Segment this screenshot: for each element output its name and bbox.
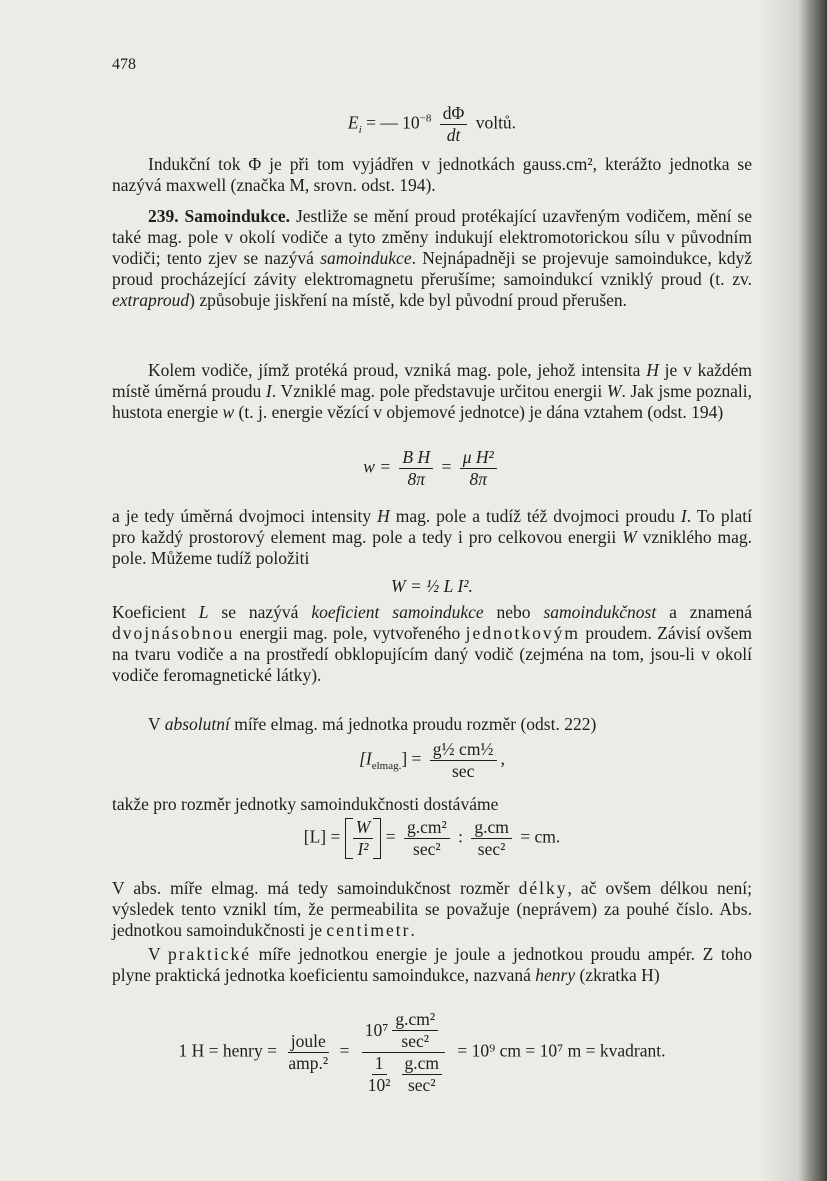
eq1-sub: i xyxy=(358,124,362,137)
paragraph-field-energy xyxy=(112,360,752,423)
eq6-big-fraction xyxy=(358,1010,449,1095)
eq6-big-num-n: g.cm² xyxy=(392,1010,438,1031)
eq6-big-den-n: g.cm xyxy=(402,1054,443,1075)
eq6-big-num-coef: 10⁷ xyxy=(364,1020,389,1040)
eq6-big-num xyxy=(362,1010,445,1053)
eq2-num2: μ H² xyxy=(460,448,497,469)
section-em-2: extraproud xyxy=(112,290,190,310)
eq6-big-den-coef xyxy=(365,1054,394,1095)
eq5-d1: sec² xyxy=(413,839,441,859)
p5-c: nebo xyxy=(483,602,544,622)
equation-energy-density xyxy=(112,448,752,489)
eq1-coef: = — 10 xyxy=(366,112,420,133)
eq2-fraction-2 xyxy=(460,448,497,489)
p5-a: Koeficient xyxy=(112,602,199,622)
p5-f: proudem. Závisí ovšem na tvaru vodiče a na prostředí obklopujícím daný vodič (zejména na tom, jsou-li v okolí vodiče feromagnetické látky). xyxy=(112,623,752,685)
eq1-fraction xyxy=(440,104,468,145)
p8-b: , ač ovšem délkou není; výsledek tento vznikl tím, že permeabilita se považuje (neprávem) za pouhé číslo. Abs. jednotkou samoindukčnosti je xyxy=(112,878,752,940)
eq6-equals: = xyxy=(339,1040,350,1061)
p4-d: vzniklého mag. pole. Můžeme tudíž položiti xyxy=(112,527,753,568)
eq4-den: sec xyxy=(452,761,475,781)
p9-a: V xyxy=(148,944,168,964)
eq5-tail: = cm. xyxy=(520,826,561,847)
section-title: Samoindukce. xyxy=(184,206,291,226)
eq1-unit: voltů. xyxy=(475,112,517,133)
p3-W: W xyxy=(606,381,622,401)
p6-b: míře elmag. má jednotka proudu rozměr (odst. 222) xyxy=(229,714,597,734)
p3-d: . Jak jsme poznali, hustota energie xyxy=(112,381,753,422)
eq5-bracket-fraction xyxy=(353,818,374,859)
eq5-bden: I² xyxy=(357,839,369,859)
p3-w: w xyxy=(222,402,235,422)
p4-I: I xyxy=(680,506,687,526)
eq2-den1: 8π xyxy=(407,469,426,489)
page-shadow xyxy=(759,0,799,1181)
eq5-d2: sec² xyxy=(477,839,506,859)
p4-a: a je tedy úměrná dvojmoci intensity xyxy=(112,506,378,526)
eq4-sub: elmag. xyxy=(371,760,402,773)
eq2-num1: B H xyxy=(399,448,433,469)
p4-b: mag. pole a tudíž též dvojmoci proudu xyxy=(389,506,681,526)
eq2-den2: 8π xyxy=(469,469,488,489)
equation-inductance-dimension xyxy=(112,818,752,859)
p5-L: L xyxy=(198,602,209,622)
p5-sp2: jednotkovým xyxy=(465,623,580,643)
eq6-big-den-a-n: 1 xyxy=(372,1054,387,1075)
eq6-big-den-frac xyxy=(402,1054,443,1095)
page-number: 478 xyxy=(112,56,136,73)
book-gutter xyxy=(799,0,827,1181)
eq6-big-num-frac xyxy=(392,1010,438,1051)
eq5-n2: g.cm xyxy=(471,818,512,839)
section-text-1: Jestliže se mění proud protékající uzavřeným vodičem, mění se také mag. pole v okolí vodiče a tyto změny indukují elektromotorickou sílu v původním vodiči; tento zjev se nazývá xyxy=(112,206,752,268)
eq1-num: dΦ xyxy=(440,104,468,125)
p8-sp2: centimetr xyxy=(326,920,411,940)
p8-a: V abs. míře elmag. má tedy samoindukčnost rozměr xyxy=(112,878,519,898)
eq4-num: g½ cm½ xyxy=(430,740,497,761)
section-text-2: . Nejnápadněji se projevuje samoindukce, když proud procházející závity elektromagnetu přerušíme; samoindukcí vzniklý proud (t. zv. xyxy=(112,248,752,289)
p5-sp1: dvojnásobnou xyxy=(112,623,235,643)
eq4-rb: ] = xyxy=(401,748,422,769)
equation-energy: W = ½ L I². xyxy=(391,576,473,596)
equation-current-dimension xyxy=(112,740,752,781)
paragraph-induction-flux: Indukční tok Φ je při tom vyjádřen v jednotkách gauss.cm², kterážto jednotka se nazývá maxwell (značka M, srovn. odst. 194). xyxy=(112,154,752,195)
p3-c: . Vzniklé mag. pole představuje určitou energii xyxy=(271,381,607,401)
p9-b: míře jednotkou energie je joule a jednotkou proudu ampér. Z toho plyne praktická jednotka koeficientu samoindukce, nazvaná xyxy=(112,944,752,985)
paragraph-so-dimension: takže pro rozměr jednotky samoindukčnosti dostáváme xyxy=(112,794,499,814)
section-em-1: samoindukce xyxy=(320,248,412,268)
paragraph-coefficient xyxy=(112,602,752,686)
p5-em1: koeficient samoindukce xyxy=(311,602,484,622)
eq1-den: dt xyxy=(446,125,461,145)
p3-e: (t. j. energie vězící v objemové jednotce) je dána vztahem (odst. 194) xyxy=(234,402,724,422)
eq5-n1: g.cm² xyxy=(404,818,450,839)
equation-henry xyxy=(102,1010,742,1095)
eq4-fraction xyxy=(430,740,497,781)
paragraph-absolute xyxy=(112,714,752,735)
eq5-colon: : xyxy=(458,826,463,847)
paragraph-practical xyxy=(112,944,752,986)
p8-sp1: délky xyxy=(518,878,568,898)
eq5-bnum: W xyxy=(353,818,374,839)
p6-em: absolutní xyxy=(164,714,230,734)
eq6-big-den-a-d: 10² xyxy=(367,1075,391,1095)
eq2-equals: = xyxy=(441,456,452,477)
eq5-equals: = xyxy=(385,826,396,847)
paragraph-length xyxy=(112,878,752,941)
eq4-lhs: [I xyxy=(359,748,372,769)
p5-b: se nazývá xyxy=(208,602,312,622)
eq6-n1: joule xyxy=(288,1032,329,1053)
p3-H: H xyxy=(646,360,659,380)
eq6-lhs: 1 H = henry = xyxy=(178,1040,278,1061)
eq6-big-den xyxy=(358,1053,449,1095)
eq6-big-den-d: sec² xyxy=(407,1075,436,1095)
page-content xyxy=(112,0,752,1181)
eq5-fraction-2 xyxy=(471,818,512,859)
p3-b: je v každém místě úměrná proudu xyxy=(112,360,752,401)
section-samoindukce xyxy=(112,206,752,311)
equation-induced-emf xyxy=(112,104,752,145)
eq4-tail: , xyxy=(500,748,505,769)
p5-em2: samoindukčnost xyxy=(543,602,657,622)
p5-e: energii mag. pole, vytvořeného xyxy=(234,623,466,643)
p5-d: a znamená xyxy=(656,602,752,622)
eq1-exp: −8 xyxy=(419,112,432,125)
p8-c: . xyxy=(410,920,415,940)
p4-H: H xyxy=(377,506,390,526)
p3-I: I xyxy=(265,381,272,401)
eq2-lhs: w = xyxy=(363,456,392,477)
p9-sp: praktické xyxy=(167,944,252,964)
p6-a: V xyxy=(148,714,165,734)
eq6-d1: amp.² xyxy=(288,1053,329,1073)
eq6-big-num-d: sec² xyxy=(401,1031,429,1051)
eq5-fraction-1 xyxy=(404,818,450,859)
p9-em: henry xyxy=(535,965,576,985)
section-text-3: ) způsobuje jiskření na místě, kde byl původní proud přerušen. xyxy=(189,290,628,310)
paragraph-proportional xyxy=(112,506,752,569)
p4-c: . To platí pro každý prostorový element mag. pole a tedy i pro celkovou energii xyxy=(112,506,752,547)
eq5-lhs: [L] = xyxy=(303,826,341,847)
eq2-fraction-1 xyxy=(399,448,433,489)
eq6-fraction-joule xyxy=(285,1032,331,1073)
eq6-tail: = 10⁹ cm = 10⁷ m = kvadrant. xyxy=(457,1040,666,1061)
eq5-bracket xyxy=(345,818,382,859)
p3-a: Kolem vodiče, jímž protéká proud, vzniká mag. pole, jehož intensita xyxy=(148,360,647,380)
section-number: 239. xyxy=(148,206,179,226)
p9-c: (zkratka H) xyxy=(575,965,660,985)
eq1-lhs: E xyxy=(347,112,359,133)
p4-W: W xyxy=(622,527,637,547)
